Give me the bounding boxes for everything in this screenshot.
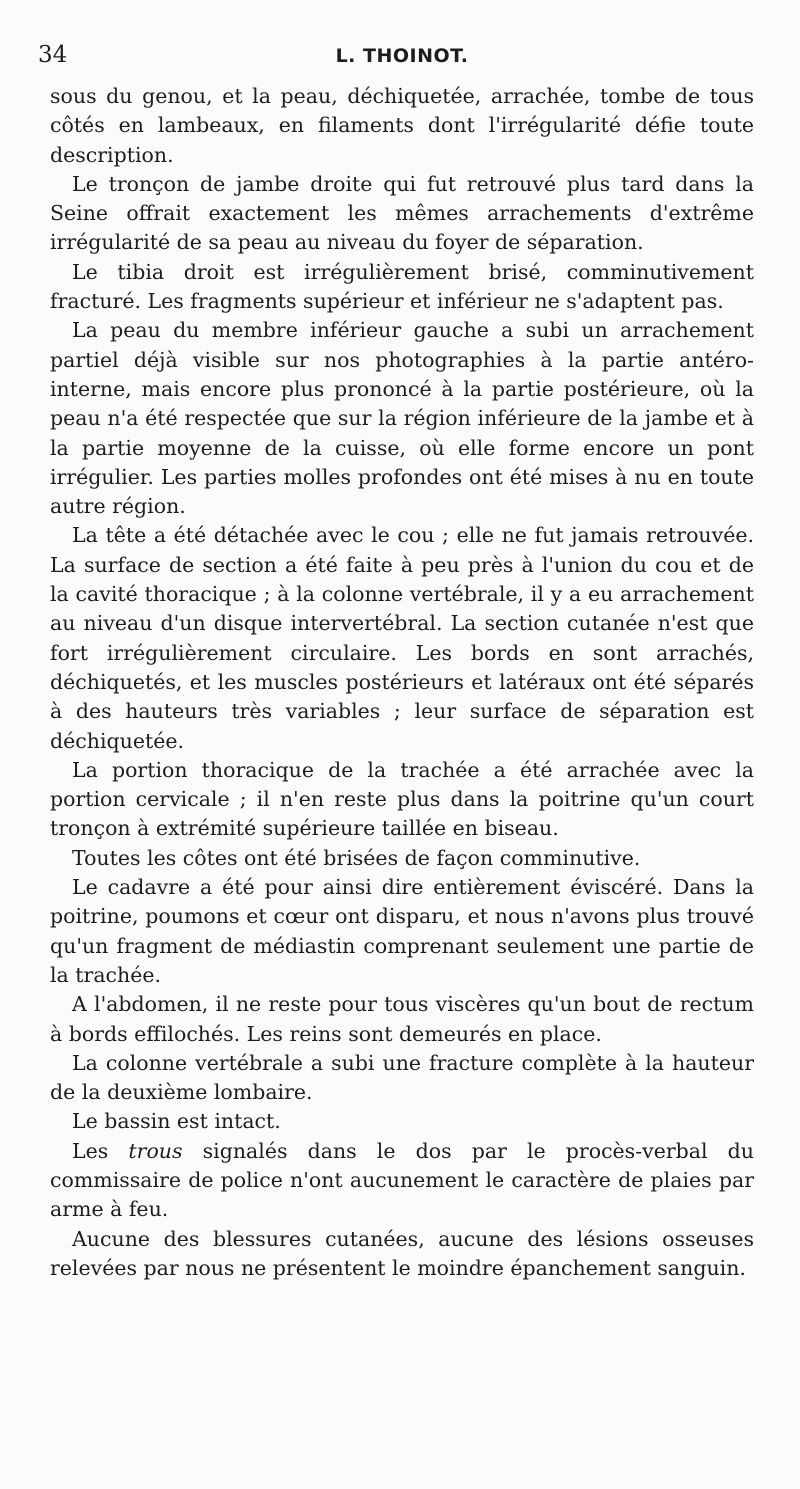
paragraph: Le bassin est intact. (72, 1109, 281, 1134)
paragraph: sous du genou, et la peau, déchiquetée, arrachée, tombe de tous côtés en lambeaux, en filaments dont l'irrégularité défie toute description. (50, 84, 754, 167)
page-number: 34 (38, 42, 68, 68)
running-title: L. THOINOT. (335, 45, 469, 67)
paragraph: La colonne vertébrale a subi une fracture complète à la hauteur de la deuxième lombaire. (50, 1050, 754, 1105)
emphasis-trous: trous (128, 1138, 183, 1163)
paragraph: Le cadavre a été pour ainsi dire entièrement éviscéré. Dans la poitrine, poumons et cœur ont disparu, et nous n'avons plus trouvé qu'un fragment de médiastin comprenant seulement une partie de la trachée. (50, 875, 754, 987)
paragraph: Le tibia droit est irrégulièrement brisé, comminutivement fracturé. Les fragments supérieur et inférieur ne s'adaptent pas. (50, 259, 754, 314)
paragraph: La peau du membre inférieur gauche a subi un arrachement partiel déjà visible sur nos photographies à la partie antéro-interne, mais encore plus prononcé à la partie postérieure, où la peau n'a été respectée que sur la région inférieure de la jambe et à la partie moyenne de la cuisse, où elle forme encore un pont irrégulier. Les parties molles profondes ont été mises à nu en toute autre région. (50, 318, 754, 519)
paragraph: La tête a été détachée avec le cou ; elle ne fut jamais retrouvée. La surface de section a été faite à peu près à l'union du cou et de la cavité thoracique ; à la colonne vertébrale, il y a eu arrachement au niveau d'un disque intervertébral. La section cutanée n'est que fort irrégulièrement circulaire. Les bords en sont arrachés, déchiquetés, et les muscles postérieurs et latéraux ont été séparés à des hauteurs très variables ; leur surface de séparation est déchiquetée. (50, 523, 754, 753)
text-run: Les (72, 1138, 129, 1163)
paragraph: La portion thoracique de la trachée a été arrachée avec la portion cervicale ; il n'en reste plus dans la poitrine qu'un court tronçon à extrémité supérieure taillée en biseau. (50, 757, 754, 841)
paragraph: Le tronçon de jambe droite qui fut retrouvé plus tard dans la Seine offrait exactement les mêmes arrachements d'extrême irrégularité de sa peau au niveau du foyer de séparation. (50, 171, 754, 255)
paragraph: Toutes les côtes ont été brisées de façon comminutive. (72, 845, 641, 870)
body-text (50, 82, 754, 1283)
paragraph-trous (50, 1137, 754, 1225)
running-head (38, 38, 754, 76)
paragraph: A l'abdomen, il ne reste pour tous viscères qu'un bout de rectum à bords effilochés. Les reins sont demeurés en place. (50, 992, 754, 1046)
paragraph-final: Aucune des blessures cutanées, aucune des lésions osseuses relevées par nous ne présentent le moindre épanchement sanguin. (50, 1226, 754, 1280)
text-run: signalés dans le dos par le procès-verbal du commissaire de police n'ont aucunement le caractère de plaies par arme à feu. (50, 1138, 754, 1222)
